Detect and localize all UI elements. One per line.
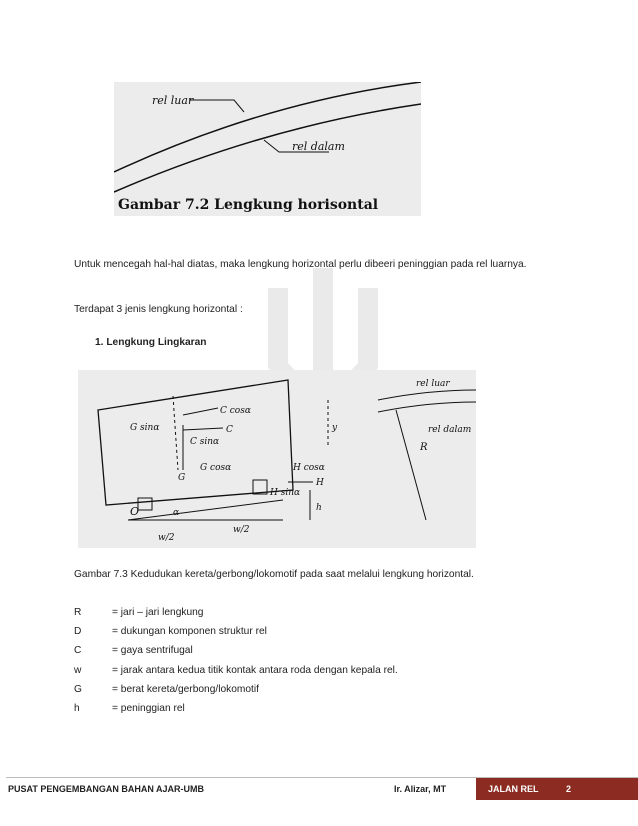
definitions-list: [74, 603, 574, 718]
label-c-cos: C cosα: [220, 406, 251, 416]
definition-desc: = jari – jari lengkung: [112, 607, 204, 618]
label-o: O: [130, 505, 140, 518]
label-w2-right: w/2: [233, 525, 250, 535]
label-h-small: h: [316, 503, 322, 513]
list-item-lengkung-lingkaran: 1. Lengkung Lingkaran: [95, 337, 207, 348]
definition-desc: = peninggian rel: [112, 702, 185, 714]
paragraph-1: Untuk mencegah hal-hal diatas, maka lengkung horizontal perlu dibeeri peninggian pada rel luarnya.: [74, 259, 527, 270]
figure-train-on-curve: [78, 370, 476, 548]
definition-row: [74, 622, 574, 641]
label-h-sin: H sinα: [270, 488, 301, 498]
figure1-caption: Gambar 7.2 Lengkung horisontal: [118, 197, 379, 213]
page-number: 2: [566, 784, 572, 794]
label-rel-luar-2: rel luar: [416, 379, 450, 389]
label-y: y: [332, 423, 338, 433]
definition-desc: = dukungan komponen struktur rel: [112, 626, 267, 638]
label-h-cos: H cosα: [293, 463, 325, 473]
footer-accent-box: [476, 778, 638, 800]
footer-institution: PUSAT PENGEMBANGAN BAHAN AJAR-UMB: [8, 784, 205, 794]
label-g-cos: G cosα: [200, 463, 232, 473]
definition-symbol: R: [74, 607, 82, 618]
label-r: R: [420, 442, 428, 453]
label-g: G: [178, 473, 186, 483]
label-alpha: α: [173, 508, 180, 518]
definition-row: [74, 641, 574, 660]
figure2-caption: Gambar 7.3 Kedudukan kereta/gerbong/lokomotif pada saat melalui lengkung horizontal.: [74, 569, 474, 580]
label-rel-dalam-2: rel dalam: [428, 425, 472, 435]
page-footer: [6, 777, 638, 800]
footer-author: Ir. Alizar, MT: [394, 784, 447, 794]
definition-symbol: h: [74, 702, 80, 714]
paragraph-2: Terdapat 3 jenis lengkung horizontal :: [74, 304, 243, 315]
definition-symbol: D: [74, 626, 82, 638]
footer-course: JALAN REL: [488, 784, 539, 794]
definition-row: [74, 699, 574, 718]
figure-horizontal-curve: [114, 82, 421, 216]
definition-row: [74, 661, 574, 680]
label-c: C: [226, 425, 233, 435]
definition-row: [74, 603, 574, 622]
label-rel-luar: rel luar: [152, 94, 194, 107]
label-g-sin: G sinα: [130, 423, 160, 433]
label-h: H: [316, 478, 324, 488]
definition-symbol: C: [74, 645, 82, 657]
definition-desc: = gaya sentrifugal: [112, 645, 193, 657]
label-c-sin: C sinα: [190, 437, 220, 447]
definition-symbol: G: [74, 683, 82, 695]
label-w2-left: w/2: [158, 533, 175, 543]
definition-desc: = jarak antara kedua titik kontak antara roda dengan kepala rel.: [112, 664, 398, 676]
definition-desc: = berat kereta/gerbong/lokomotif: [112, 683, 259, 695]
label-rel-dalam: rel dalam: [292, 140, 345, 153]
definition-row: [74, 680, 574, 699]
definition-symbol: w: [74, 664, 82, 676]
